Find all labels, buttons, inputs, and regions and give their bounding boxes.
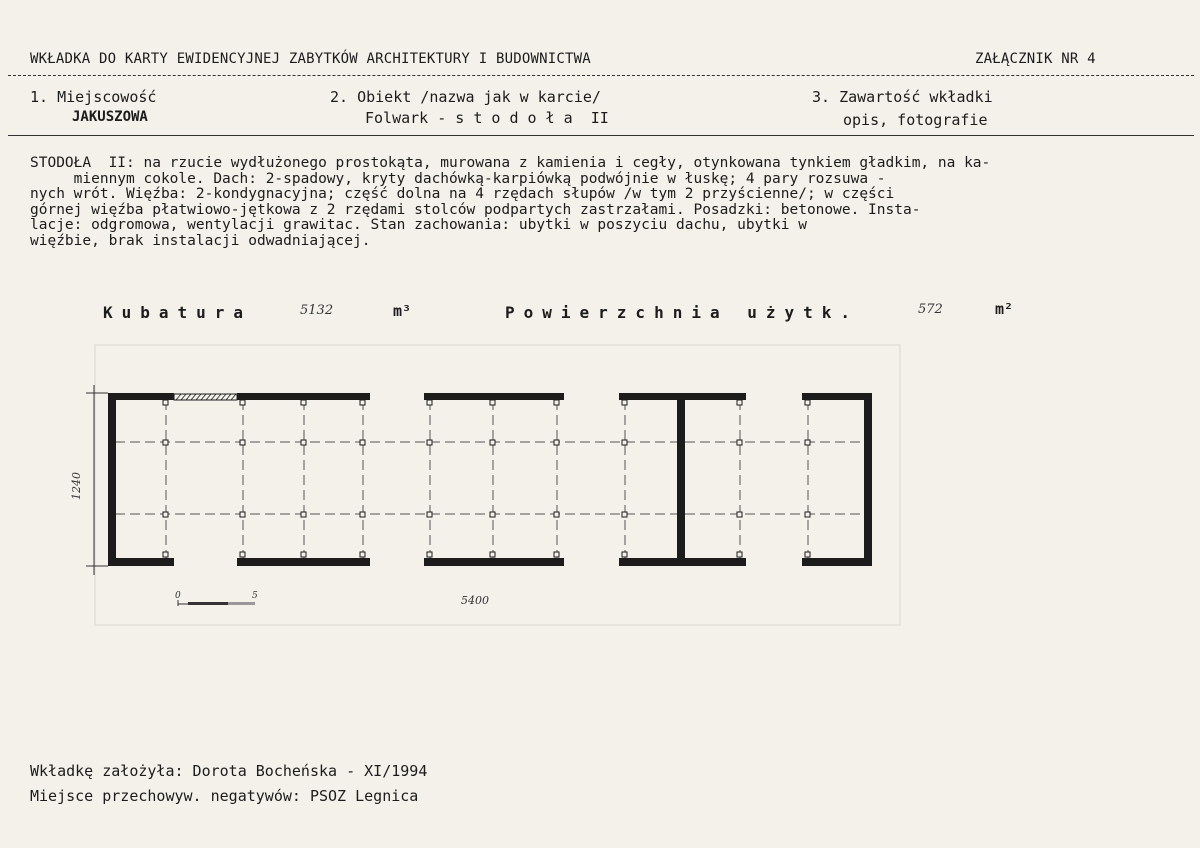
area-label: Powierzchnia użytk. bbox=[505, 303, 860, 322]
plan-frame bbox=[95, 345, 900, 625]
height-dimension-line bbox=[86, 385, 108, 575]
grid-lines bbox=[115, 400, 865, 560]
posts bbox=[163, 400, 810, 557]
volume-value: 5132 bbox=[300, 303, 334, 318]
area-value: 572 bbox=[918, 302, 943, 317]
scale-start: 0 bbox=[175, 591, 181, 601]
place-value: JAKUSZOWA bbox=[72, 109, 148, 125]
place-label: 1. Miejscowość bbox=[30, 88, 157, 106]
object-value: Folwark - s t o d o ł a II bbox=[365, 109, 609, 127]
storage-line: Miejsce przechowyw. negatywów: PSOZ Legnica bbox=[30, 787, 419, 805]
description-line: STODOŁA II: na rzucie wydłużonego prostokąta, murowana z kamienia i cegły, otynkowana tynkiem gładkim, na ka- bbox=[30, 155, 991, 171]
attachment-number: ZAŁĄCZNIK NR 4 bbox=[975, 51, 1096, 67]
description-line: miennym cokole. Dach: 2-spadowy, kryty dachówką-karpiówką podwójnie w łuskę; 4 pary rozsuwa - bbox=[30, 170, 886, 187]
description-line: górnej więźba płatwiowo-jętkowa z 2 rzędami stolców podpartych zastrzałami. Posadzki: betonowe. Insta- bbox=[30, 201, 921, 218]
walls bbox=[108, 393, 872, 566]
area-unit: m² bbox=[995, 300, 1014, 318]
scale-end: 5 bbox=[252, 591, 258, 601]
description-line: lacje: odgromowa, wentylacji grawitac. Stan zachowania: ubytki w poszyciu dachu, ubytki w bbox=[30, 217, 807, 233]
scale-bar bbox=[178, 600, 255, 606]
volume-label: Kubatura bbox=[103, 303, 253, 322]
description-line: więźbie, brak instalacji odwadniającej. bbox=[30, 232, 371, 249]
contents-value: opis, fotografie bbox=[843, 111, 988, 129]
author-line: Wkładkę założyła: Dorota Bocheńska - XI/1994 bbox=[30, 762, 428, 780]
contents-label: 3. Zawartość wkładki bbox=[812, 88, 993, 106]
volume-unit: m³ bbox=[393, 302, 412, 320]
object-label: 2. Obiekt /nazwa jak w karcie/ bbox=[330, 88, 601, 106]
width-dimension: 5400 bbox=[461, 594, 489, 607]
document-title: WKŁADKA DO KARTY EWIDENCYJNEJ ZABYTKÓW ARCHITEKTURY I BUDOWNICTWA bbox=[30, 51, 591, 67]
height-dimension: 1240 bbox=[70, 472, 83, 500]
hatched-wall bbox=[174, 394, 237, 400]
description-line: nych wrót. Więźba: 2-kondygnacyjna; część dolna na 4 rzędach słupów /w tym 2 przyścienne/; w części bbox=[30, 186, 895, 202]
